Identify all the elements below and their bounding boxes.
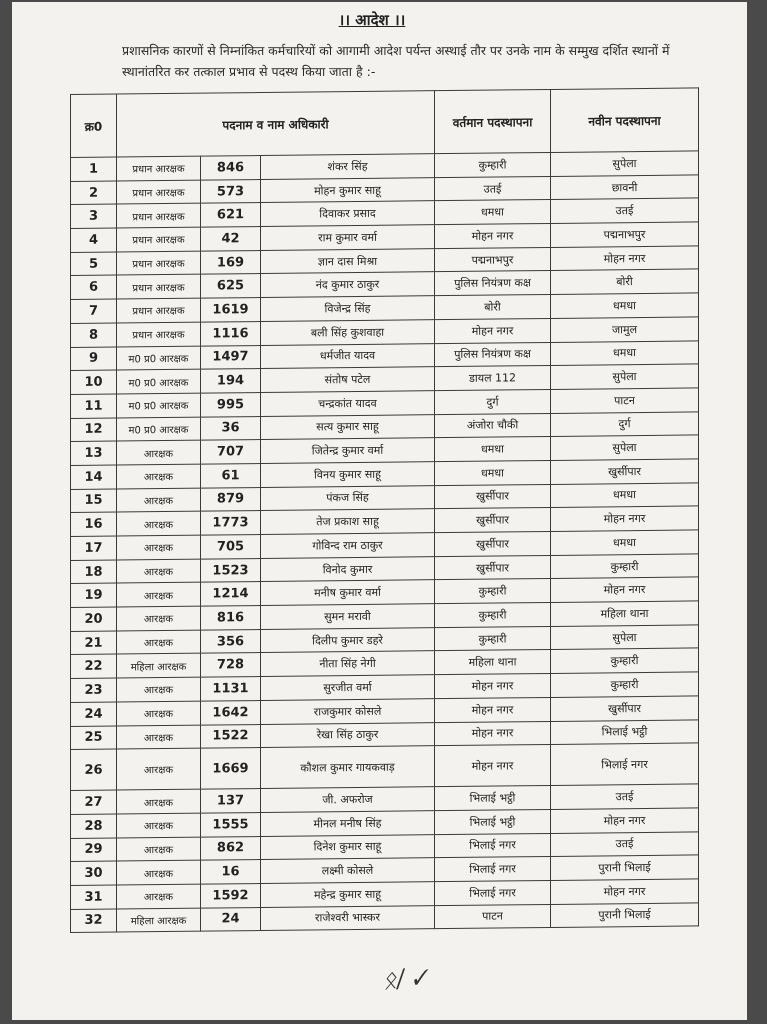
- cell-badge: 846: [201, 156, 261, 180]
- cell-badge: 1619: [201, 298, 261, 322]
- cell-current-posting: महिला थाना: [435, 650, 551, 675]
- cell-badge: 42: [201, 227, 261, 251]
- cell-badge: 705: [201, 535, 261, 559]
- cell-current-posting: उतई: [435, 176, 551, 201]
- cell-badge: 1773: [201, 511, 261, 535]
- cell-rank: आरक्षक: [117, 488, 201, 513]
- cell-new-posting: खुर्सीपार: [551, 459, 699, 484]
- cell-rank: प्रधान आरक्षक: [117, 251, 201, 276]
- cell-serial: 16: [71, 512, 117, 536]
- cell-current-posting: पुलिस नियंत्रण कक्ष: [435, 271, 551, 296]
- cell-rank: आरक्षक: [117, 440, 201, 465]
- cell-new-posting: महिला थाना: [551, 601, 699, 626]
- cell-badge: 816: [201, 606, 261, 630]
- signature: ᛟ/ ✓: [380, 961, 429, 995]
- cell-serial: 9: [71, 347, 117, 371]
- cell-badge: 137: [201, 789, 261, 813]
- cell-name: राजेश्वरी भास्कर: [261, 905, 435, 931]
- cell-rank: आरक्षक: [117, 630, 201, 655]
- table-header-row: [71, 88, 699, 158]
- header-current-posting: वर्तमान पदस्थापना: [435, 89, 551, 153]
- cell-name: बली सिंह कुशवाहा: [261, 319, 435, 345]
- cell-name: नीता सिंह नेगी: [261, 651, 435, 677]
- cell-new-posting: मोहन नगर: [551, 808, 699, 833]
- cell-rank: म0 प्र0 आरक्षक: [117, 369, 201, 394]
- cell-rank: प्रधान आरक्षक: [117, 156, 201, 181]
- cell-new-posting: बोरी: [551, 269, 699, 294]
- cell-new-posting: कुम्हारी: [551, 648, 699, 673]
- cell-current-posting: खुर्सीपार: [435, 555, 551, 580]
- cell-serial: 17: [71, 536, 117, 560]
- cell-serial: 28: [71, 814, 117, 838]
- cell-badge: 24: [201, 907, 261, 931]
- cell-serial: 29: [71, 838, 117, 862]
- cell-name: मनीष कुमार वर्मा: [261, 580, 435, 606]
- cell-current-posting: पाटन: [435, 904, 551, 929]
- cell-badge: 1522: [201, 724, 261, 748]
- header-designation-name: पदनाम व नाम अधिकारी: [117, 91, 435, 157]
- cell-badge: 625: [201, 274, 261, 298]
- cell-serial: 3: [71, 204, 117, 228]
- cell-new-posting: उतई: [551, 784, 699, 809]
- cell-new-posting: मोहन नगर: [551, 879, 699, 904]
- cell-current-posting: धमधा: [435, 460, 551, 485]
- cell-rank: प्रधान आरक्षक: [117, 322, 201, 347]
- table-row: [71, 743, 699, 791]
- cell-name: ज्ञान दास मिश्रा: [261, 248, 435, 274]
- cell-serial: 4: [71, 228, 117, 252]
- cell-current-posting: कुम्हारी: [435, 603, 551, 628]
- cell-new-posting: खुर्सीपार: [551, 696, 699, 721]
- cell-serial: 24: [71, 702, 117, 726]
- cell-current-posting: पद्मनाभपुर: [435, 247, 551, 272]
- cell-name: महेन्द्र कुमार साहू: [261, 882, 435, 908]
- cell-current-posting: धमधा: [435, 200, 551, 225]
- cell-rank: आरक्षक: [117, 725, 201, 750]
- cell-rank: म0 प्र0 आरक्षक: [117, 346, 201, 371]
- cell-name: विजेन्द्र सिंह: [261, 296, 435, 322]
- cell-new-posting: जामुल: [551, 317, 699, 342]
- cell-serial: 8: [71, 323, 117, 347]
- cell-serial: 5: [71, 252, 117, 276]
- cell-rank: आरक्षक: [117, 884, 201, 909]
- cell-rank: आरक्षक: [117, 464, 201, 489]
- cell-new-posting: उतई: [551, 831, 699, 856]
- cell-rank: आरक्षक: [117, 583, 201, 608]
- cell-current-posting: अंजोरा चौकी: [435, 413, 551, 438]
- cell-serial: 23: [71, 678, 117, 702]
- cell-name: रेखा सिंह ठाकुर: [261, 722, 435, 748]
- cell-serial: 10: [71, 370, 117, 394]
- cell-name: गोविन्द राम ठाकुर: [261, 533, 435, 559]
- cell-current-posting: खुर्सीपार: [435, 531, 551, 556]
- header-new-posting: नवीन पदस्थापना: [551, 88, 699, 153]
- cell-current-posting: भिलाई भट्ठी: [435, 809, 551, 834]
- cell-badge: 1116: [201, 321, 261, 345]
- cell-new-posting: धमधा: [551, 530, 699, 555]
- cell-new-posting: पुरानी भिलाई: [551, 903, 699, 928]
- document-page: [12, 2, 747, 1020]
- cell-new-posting: दुर्ग: [551, 411, 699, 436]
- cell-new-posting: कुम्हारी: [551, 554, 699, 579]
- cell-rank: आरक्षक: [117, 837, 201, 862]
- cell-badge: 36: [201, 416, 261, 440]
- cell-rank: आरक्षक: [117, 789, 201, 814]
- cell-serial: 30: [71, 861, 117, 885]
- cell-new-posting: धमधा: [551, 340, 699, 365]
- cell-badge: 995: [201, 392, 261, 416]
- cell-serial: 7: [71, 299, 117, 323]
- cell-current-posting: दुर्ग: [435, 389, 551, 414]
- cell-rank: प्रधान आरक्षक: [117, 180, 201, 205]
- cell-name: राजकुमार कोसले: [261, 698, 435, 724]
- cell-new-posting: धमधा: [551, 293, 699, 318]
- cell-badge: 707: [201, 440, 261, 464]
- cell-new-posting: छावनी: [551, 175, 699, 200]
- cell-current-posting: मोहन नगर: [435, 318, 551, 343]
- cell-serial: 25: [71, 726, 117, 750]
- cell-serial: 13: [71, 441, 117, 465]
- cell-name: विनय कुमार साहू: [261, 462, 435, 488]
- cell-rank: आरक्षक: [117, 748, 201, 790]
- cell-serial: 6: [71, 275, 117, 299]
- cell-badge: 194: [201, 369, 261, 393]
- cell-serial: 14: [71, 465, 117, 489]
- cell-name: विनोद कुमार: [261, 556, 435, 582]
- cell-current-posting: मोहन नगर: [435, 697, 551, 722]
- cell-rank: आरक्षक: [117, 813, 201, 838]
- transfer-table: [70, 87, 699, 933]
- cell-current-posting: भिलाई नगर: [435, 833, 551, 858]
- cell-name: तेज प्रकाश साहू: [261, 509, 435, 535]
- cell-rank: प्रधान आरक्षक: [117, 204, 201, 229]
- cell-name: लक्ष्मी कोसले: [261, 858, 435, 884]
- cell-badge: 862: [201, 836, 261, 860]
- cell-current-posting: मोहन नगर: [435, 674, 551, 699]
- cell-name: कौशल कुमार गायकवाड़: [261, 746, 435, 789]
- cell-serial: 19: [71, 583, 117, 607]
- cell-new-posting: सुपेला: [551, 435, 699, 460]
- cell-serial: 27: [71, 790, 117, 814]
- cell-name: शंकर सिंह: [261, 154, 435, 180]
- cell-rank: आरक्षक: [117, 860, 201, 885]
- cell-name: सुरजीत वर्मा: [261, 675, 435, 701]
- cell-new-posting: सुपेला: [551, 151, 699, 176]
- cell-rank: आरक्षक: [117, 535, 201, 560]
- cell-rank: आरक्षक: [117, 559, 201, 584]
- cell-serial: 2: [71, 181, 117, 205]
- cell-rank: आरक्षक: [117, 701, 201, 726]
- cell-badge: 1555: [201, 812, 261, 836]
- cell-current-posting: भिलाई नगर: [435, 880, 551, 905]
- cell-name: चन्द्रकांत यादव: [261, 391, 435, 417]
- cell-name: पंकज सिंह: [261, 485, 435, 511]
- cell-new-posting: मोहन नगर: [551, 246, 699, 271]
- cell-badge: 1592: [201, 883, 261, 907]
- cell-serial: 11: [71, 394, 117, 418]
- cell-new-posting: उतई: [551, 198, 699, 223]
- cell-new-posting: मोहन नगर: [551, 506, 699, 531]
- cell-name: दिवाकर प्रसाद: [261, 201, 435, 227]
- cell-rank: म0 प्र0 आरक्षक: [117, 393, 201, 418]
- cell-new-posting: सुपेला: [551, 364, 699, 389]
- cell-current-posting: बोरी: [435, 295, 551, 320]
- cell-current-posting: पुलिस नियंत्रण कक्ष: [435, 342, 551, 367]
- cell-new-posting: धमधा: [551, 483, 699, 508]
- cell-rank: आरक्षक: [117, 511, 201, 536]
- cell-serial: 15: [71, 489, 117, 513]
- cell-new-posting: मोहन नगर: [551, 577, 699, 602]
- cell-rank: प्रधान आरक्षक: [117, 227, 201, 252]
- cell-current-posting: धमधा: [435, 437, 551, 462]
- cell-current-posting: कुम्हारी: [435, 579, 551, 604]
- cell-rank: म0 प्र0 आरक्षक: [117, 417, 201, 442]
- cell-current-posting: मोहन नगर: [435, 224, 551, 249]
- cell-serial: 22: [71, 654, 117, 678]
- cell-new-posting: भिलाई भट्ठी: [551, 719, 699, 744]
- cell-badge: 1497: [201, 345, 261, 369]
- cell-current-posting: भिलाई नगर: [435, 857, 551, 882]
- cell-name: सत्य कुमार साहू: [261, 414, 435, 440]
- order-title: ।। आदेश ।।: [338, 11, 406, 29]
- cell-rank: आरक्षक: [117, 677, 201, 702]
- cell-badge: 1523: [201, 558, 261, 582]
- cell-rank: महिला आरक्षक: [117, 654, 201, 679]
- cell-rank: महिला आरक्षक: [117, 908, 201, 933]
- cell-current-posting: खुर्सीपार: [435, 484, 551, 509]
- cell-badge: 728: [201, 653, 261, 677]
- cell-rank: प्रधान आरक्षक: [117, 298, 201, 323]
- cell-badge: 169: [201, 250, 261, 274]
- cell-serial: 12: [71, 418, 117, 442]
- cell-new-posting: पद्मनाभपुर: [551, 222, 699, 247]
- cell-name: राम कुमार वर्मा: [261, 225, 435, 251]
- cell-name: दिनेश कुमार साहू: [261, 834, 435, 860]
- cell-badge: 1131: [201, 677, 261, 701]
- cell-name: नंद कुमार ठाकुर: [261, 272, 435, 298]
- cell-serial: 32: [71, 909, 117, 933]
- cell-serial: 20: [71, 607, 117, 631]
- cell-badge: 879: [201, 487, 261, 511]
- cell-serial: 1: [71, 157, 117, 181]
- cell-rank: आरक्षक: [117, 606, 201, 631]
- cell-current-posting: डायल 112: [435, 366, 551, 391]
- cell-badge: 1642: [201, 700, 261, 724]
- cell-name: जितेन्द्र कुमार वर्मा: [261, 438, 435, 464]
- cell-new-posting: पाटन: [551, 388, 699, 413]
- cell-current-posting: मोहन नगर: [435, 745, 551, 787]
- cell-name: धर्मजीत यादव: [261, 343, 435, 369]
- cell-serial: 21: [71, 631, 117, 655]
- cell-current-posting: कुम्हारी: [435, 152, 551, 177]
- cell-badge: 61: [201, 463, 261, 487]
- cell-badge: 1214: [201, 582, 261, 606]
- cell-name: मीनल मनीष सिंह: [261, 811, 435, 837]
- cell-new-posting: कुम्हारी: [551, 672, 699, 697]
- cell-current-posting: खुर्सीपार: [435, 508, 551, 533]
- cell-serial: 26: [71, 749, 117, 790]
- cell-new-posting: भिलाई नगर: [551, 743, 699, 786]
- cell-name: मोहन कुमार साहू: [261, 177, 435, 203]
- cell-serial: 31: [71, 885, 117, 909]
- cell-name: जी. अफरोज: [261, 787, 435, 813]
- cell-new-posting: पुरानी भिलाई: [551, 855, 699, 880]
- cell-serial: 18: [71, 560, 117, 584]
- cell-new-posting: सुपेला: [551, 625, 699, 650]
- cell-badge: 1669: [201, 748, 261, 790]
- cell-rank: प्रधान आरक्षक: [117, 275, 201, 300]
- cell-badge: 621: [201, 203, 261, 227]
- cell-current-posting: कुम्हारी: [435, 626, 551, 651]
- cell-name: सुमन मरावी: [261, 604, 435, 630]
- cell-current-posting: मोहन नगर: [435, 721, 551, 746]
- cell-name: दिलीप कुमार डहरे: [261, 627, 435, 653]
- cell-badge: 356: [201, 629, 261, 653]
- header-serial: क्र0: [71, 94, 117, 157]
- cell-badge: 573: [201, 179, 261, 203]
- cell-badge: 16: [201, 860, 261, 884]
- cell-name: संतोष पटेल: [261, 367, 435, 393]
- cell-current-posting: भिलाई भट्ठी: [435, 786, 551, 811]
- intro-paragraph: प्रशासनिक कारणों से निम्नांकित कर्मचारियों को आगामी आदेश पर्यन्त अस्थाई तौर पर उनके नाम के सम्मुख दर्शित स्थानों में स्थानांतरित कर तत्काल प्रभाव से पदस्थ किया जाता है :-: [122, 43, 670, 79]
